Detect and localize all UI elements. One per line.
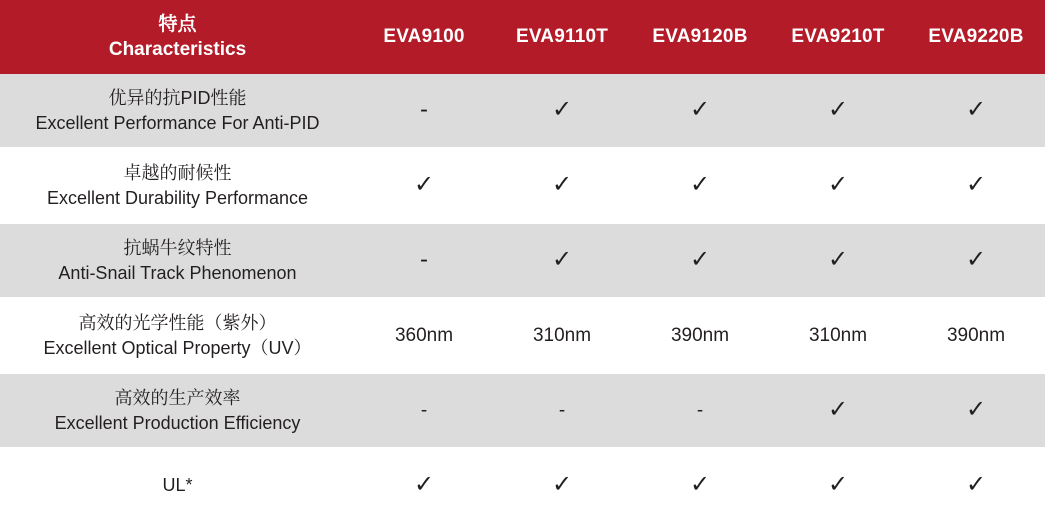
row-label-2-cn: 卓越的耐候性 [123, 162, 232, 183]
row-label-6 [0, 449, 355, 522]
cell-r4c5 [907, 299, 1045, 372]
cell-r5c2 [493, 374, 631, 447]
table-header-row [0, 0, 1045, 74]
cell-r5c4 [769, 374, 907, 447]
cell-value: - [420, 96, 428, 123]
cell-r6c2 [493, 449, 631, 522]
cell-r6c4 [769, 449, 907, 522]
column-header-product-2: EVA9110T [493, 0, 631, 74]
cell-value: ✓ [965, 396, 987, 423]
cell-value: - [696, 399, 704, 421]
cell-value: 360nm [394, 324, 454, 346]
column-header-characteristics-en: Characteristics [108, 39, 247, 60]
cell-r1c1 [355, 74, 493, 147]
cell-value: 310nm [532, 324, 592, 346]
cell-value: 310nm [808, 324, 868, 346]
row-label-5-cn: 高效的生产效率 [114, 387, 241, 408]
cell-r4c2 [493, 299, 631, 372]
row-label-5-en: Excellent Production Efficiency [54, 412, 301, 433]
cell-r1c4 [769, 74, 907, 147]
row-label-2-en: Excellent Durability Performance [46, 187, 309, 208]
cell-value: ✓ [965, 171, 987, 198]
column-header-characteristics [0, 0, 355, 74]
cell-value: ✓ [827, 171, 849, 198]
row-label-2 [0, 149, 355, 222]
cell-value: ✓ [551, 246, 573, 273]
column-header-product-3: EVA9120B [631, 0, 769, 74]
cell-r2c4 [769, 149, 907, 222]
column-header-characteristics-cn: 特点 [158, 14, 197, 35]
cell-r3c1 [355, 224, 493, 297]
cell-r1c5 [907, 74, 1045, 147]
cell-value: ✓ [689, 171, 711, 198]
cell-r2c1 [355, 149, 493, 222]
row-label-4-cn: 高效的光学性能（紫外） [78, 312, 277, 333]
table-row [0, 374, 1045, 447]
column-header-product-1: EVA9100 [355, 0, 493, 74]
cell-r3c3 [631, 224, 769, 297]
cell-value: - [420, 399, 428, 421]
row-label-4 [0, 299, 355, 372]
cell-r4c1 [355, 299, 493, 372]
table-row [0, 299, 1045, 372]
cell-r3c4 [769, 224, 907, 297]
cell-r5c1 [355, 374, 493, 447]
cell-value: ✓ [827, 96, 849, 123]
cell-r6c1 [355, 449, 493, 522]
cell-value: - [420, 246, 428, 273]
cell-r4c3 [631, 299, 769, 372]
cell-r3c2 [493, 224, 631, 297]
cell-r5c5 [907, 374, 1045, 447]
cell-value: ✓ [827, 471, 849, 498]
table-row [0, 449, 1045, 522]
row-label-1-en: Excellent Performance For Anti-PID [35, 112, 320, 133]
cell-value: ✓ [551, 171, 573, 198]
row-label-3 [0, 224, 355, 297]
column-header-product-4: EVA9210T [769, 0, 907, 74]
cell-value: ✓ [551, 471, 573, 498]
cell-value: ✓ [965, 471, 987, 498]
cell-r3c5 [907, 224, 1045, 297]
table-row [0, 74, 1045, 147]
row-label-6-en: UL* [162, 475, 193, 495]
cell-r2c5 [907, 149, 1045, 222]
table-row [0, 224, 1045, 297]
cell-r1c2 [493, 74, 631, 147]
cell-r4c4 [769, 299, 907, 372]
row-label-3-en: Anti-Snail Track Phenomenon [58, 262, 297, 283]
row-label-1-cn: 优异的抗PID性能 [108, 87, 247, 108]
cell-value: - [558, 399, 566, 421]
cell-value: ✓ [827, 396, 849, 423]
cell-r5c3 [631, 374, 769, 447]
cell-r2c2 [493, 149, 631, 222]
cell-r6c5 [907, 449, 1045, 522]
column-header-product-5: EVA9220B [907, 0, 1045, 74]
cell-value: ✓ [965, 96, 987, 123]
cell-r2c3 [631, 149, 769, 222]
table-header [0, 0, 1045, 74]
table-body [0, 74, 1045, 522]
row-label-1 [0, 74, 355, 147]
row-label-3-cn: 抗蜗牛纹特性 [123, 237, 232, 258]
cell-value: 390nm [670, 324, 730, 346]
cell-value: 390nm [946, 324, 1006, 346]
cell-value: ✓ [551, 96, 573, 123]
cell-value: ✓ [965, 246, 987, 273]
cell-value: ✓ [413, 171, 435, 198]
table-row [0, 149, 1045, 222]
cell-value: ✓ [689, 246, 711, 273]
cell-value: ✓ [827, 246, 849, 273]
cell-value: ✓ [689, 471, 711, 498]
cell-r6c3 [631, 449, 769, 522]
cell-value: ✓ [689, 96, 711, 123]
row-label-4-en: Excellent Optical Property（UV） [43, 337, 312, 358]
cell-value: ✓ [413, 471, 435, 498]
row-label-5 [0, 374, 355, 447]
cell-r1c3 [631, 74, 769, 147]
